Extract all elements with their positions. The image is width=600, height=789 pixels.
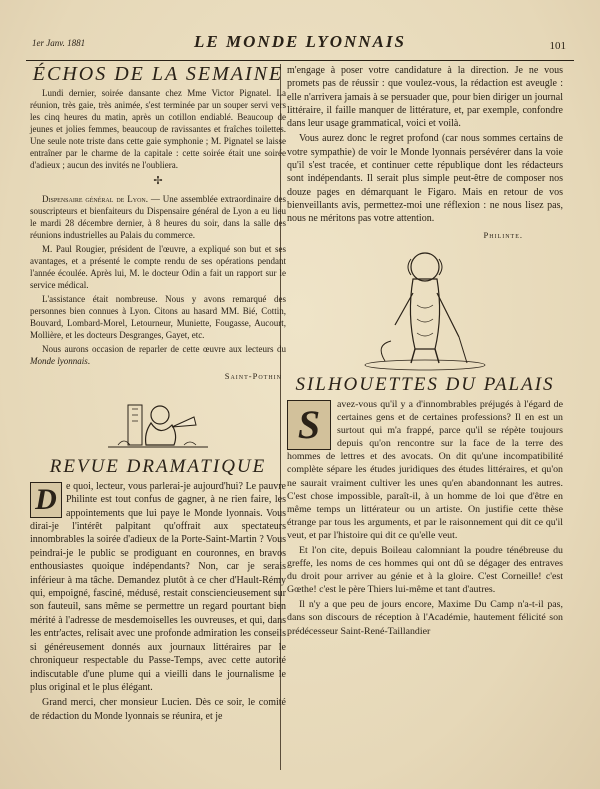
page-header [30,32,570,54]
dispensaire-label: Dispensaire général de Lyon. [42,194,148,205]
dispensaire-text-4c: . [87,356,90,367]
dispensaire-text-1: — Une assemblée extraordinaire des souscripteurs et bienfaiteurs du Dispensaire général de Lyon a eu lieu le mardi 28 décembre dernier, à 8 heures du soir, dans la salle des réunions industrielles au Palais du commerce. [30,194,286,241]
signature-philinte: Philinte. [483,229,523,240]
revue-paragraph-1 [30,480,286,695]
dispensaire-paragraph-2: M. Paul Rougier, président de l'œuvre, a expliqué son but et ses avantages, et a présenté le compte rendu de ses opérations pendant l'année écoulée. Après lui, M. le docteur Odin a fait un rapport sur le service médical. [30,244,286,291]
reading-figure-illustration [98,387,218,457]
silhouettes-paragraph-3: Il n'y a que peu de jours encore, Maxime Du Camp n'a-t-il pas, dans son discours de réception à l'Académie, hautement félicité son prédécesseur Saint-René-Taillandier [287,599,563,637]
silhouettes-paragraph-2: Et l'on cite, depuis Boileau calomniant la poudre ténébreuse du greffe, les noms de ces hommes qui ont dû se dégager des entraves du droit pour arriver au génie et à la gloire. C'est Corneille! c'est Gœthe! c'est le père Thiers lui-même et tant d'autres. [287,545,563,596]
dispensaire-text-4a: Nous aurons occasion de reparler de cette œuvre aux lecteurs du [42,344,286,355]
header-date: 1er Janv. 1881 [32,38,86,48]
masthead-title: LE MONDE LYONNAIS [194,32,406,51]
right-column [287,64,563,640]
right-paragraph-1: m'engage à poser votre candidature à la direction. Je ne vous promets pas de réussir : que voulez-vous, la rédaction est aveugle : elle n'arrivera jamais à se persuader que, pour bien diriger un journal littéraire, il faille manquer de littérature, et, par exemple, confondre dans leur usage grammatical, voici et voilà. [287,65,563,130]
right-paragraph-2: Vous aurez donc le regret profond (car nous sommes certains de votre sympathie) de voir le Monde lyonnais persévérer dans la voie qu'il s'est tracée, et continuer cette république dont les rédacteurs sont indépendants. Il serait plus simple peut-être de composer nos douze pages en démarquant le Figaro. Mais en retour de vos bienveillants avis, permettez-moi une réflexion : ne nous lisez pas, nous ne méritons pas votre attention. [287,133,563,225]
silhouettes-paragraph-1 [287,398,563,542]
echos-paragraph: Lundi dernier, soirée dansante chez Mme Victor Pignatel. La réunion, très gaie, très animée, s'est terminée par un souper servi vers les cinq heures du matin, après un cotillon endiablé. Beaucoup de jeunes et jolies femmes, beaucoup de ravissantes et fraîches toilettes. Une seule note triste dans cette gaie symphonie ; M. Pignatel se laisse entraîner par le charme de la capitale : cette soirée était une soirée d'adieux ; aucun des invités ne l'oubliera. [30,87,286,170]
revue-text-1: e quoi, lecteur, vous parlerai-je aujourd'hui? Le pauvre Philinte est tout confus de gagner, à ne rien faire, les appointements que lui paye le Monde lyonnais. Vous dirai-je l'intérêt palpitant qu'offrait aux spectateurs innombrables la soirée d'adieux de la Porte-Saint-Martin ? Vous peindrai-je le public se prodiguant en couronnes, en bravos enthousiastes quoique indépendants? Non, car je serais inférieur à ma tâche. Demandez plutôt à ce cher d'Hault-Rémy qui, empoigné, fasciné, médusé, restait consciencieusement sur son fauteuil, sans même se permettre un regard pourtant bien mérité à l'adresse de mesdemoiselles les ouvreuses, et qui, dans les entr'actes, relisait avec une profonde admiration les conseils si généreusement donnés aux journaux littéraires par le chroniqueur respectable du Passe-Temps, avec cette autorité indiscutable d'une plume qui a vieilli dans le journalisme le plus original et le plus élégant. [30,480,286,693]
dispensaire-paragraph-1 [30,193,286,241]
revue-dropcap: D [30,482,62,518]
revue-paragraph-2: Grand merci, cher monsieur Lucien. Dès ce soir, le comité de rédaction du Monde lyonnais se réunira, et je [30,697,286,722]
separator-ornament: ✢ [153,174,163,187]
echos-heading: ÉCHOS DE LA SEMAINE [32,63,284,85]
signature-saint-pothin: Saint-Pothin [224,371,282,382]
lion-walking-illustration [355,245,495,373]
silhouettes-text-1: avez-vous qu'il y a d'innombrables préjugés à l'égard de certaines gens et de certaines professions? Il en est un surtout qui m'a frappé, parce qu'il se répète toujours depuis qu'on rencontre sur la face de la terre des hommes de lettres et des avocats. On dit qu'une incompatibilité complète sépare les études juridiques des études littéraires, et qu'on ne saurait vraiment cultiver les unes qu'en abandonnant les autres. C'est chose impossible, paraît-il, à un homme de loi que d'être en même temps un littérateur ou un artiste. On justifie cette thèse étrange par tous les arguments, et par le raisonnement qui dit ce qu'il veut, et par l'histoire qui dit ce qu'elle veut. [287,398,563,541]
left-column [30,64,286,725]
revue-heading: REVUE DRAMATIQUE [49,456,267,478]
silhouettes-heading: SILHOUETTES DU PALAIS [295,374,555,396]
dispensaire-paragraph-4 [30,343,286,367]
page-number: 101 [549,40,566,52]
silhouettes-dropcap: S [287,400,331,450]
dispensaire-text-4b: Monde lyonnais [30,356,88,367]
dispensaire-paragraph-3: L'assistance était nombreuse. Nous y avons remarqué des personnes bien connues à Lyon. Citons au hasard MM. Bié, Cottin, Bouvard, Lombard-Morel, Letourneur, Muniette, Fougasse, Aucourt, Mollière, et les docteurs Desgranges, Gayet, etc. [30,294,286,341]
header-rule [26,60,574,61]
